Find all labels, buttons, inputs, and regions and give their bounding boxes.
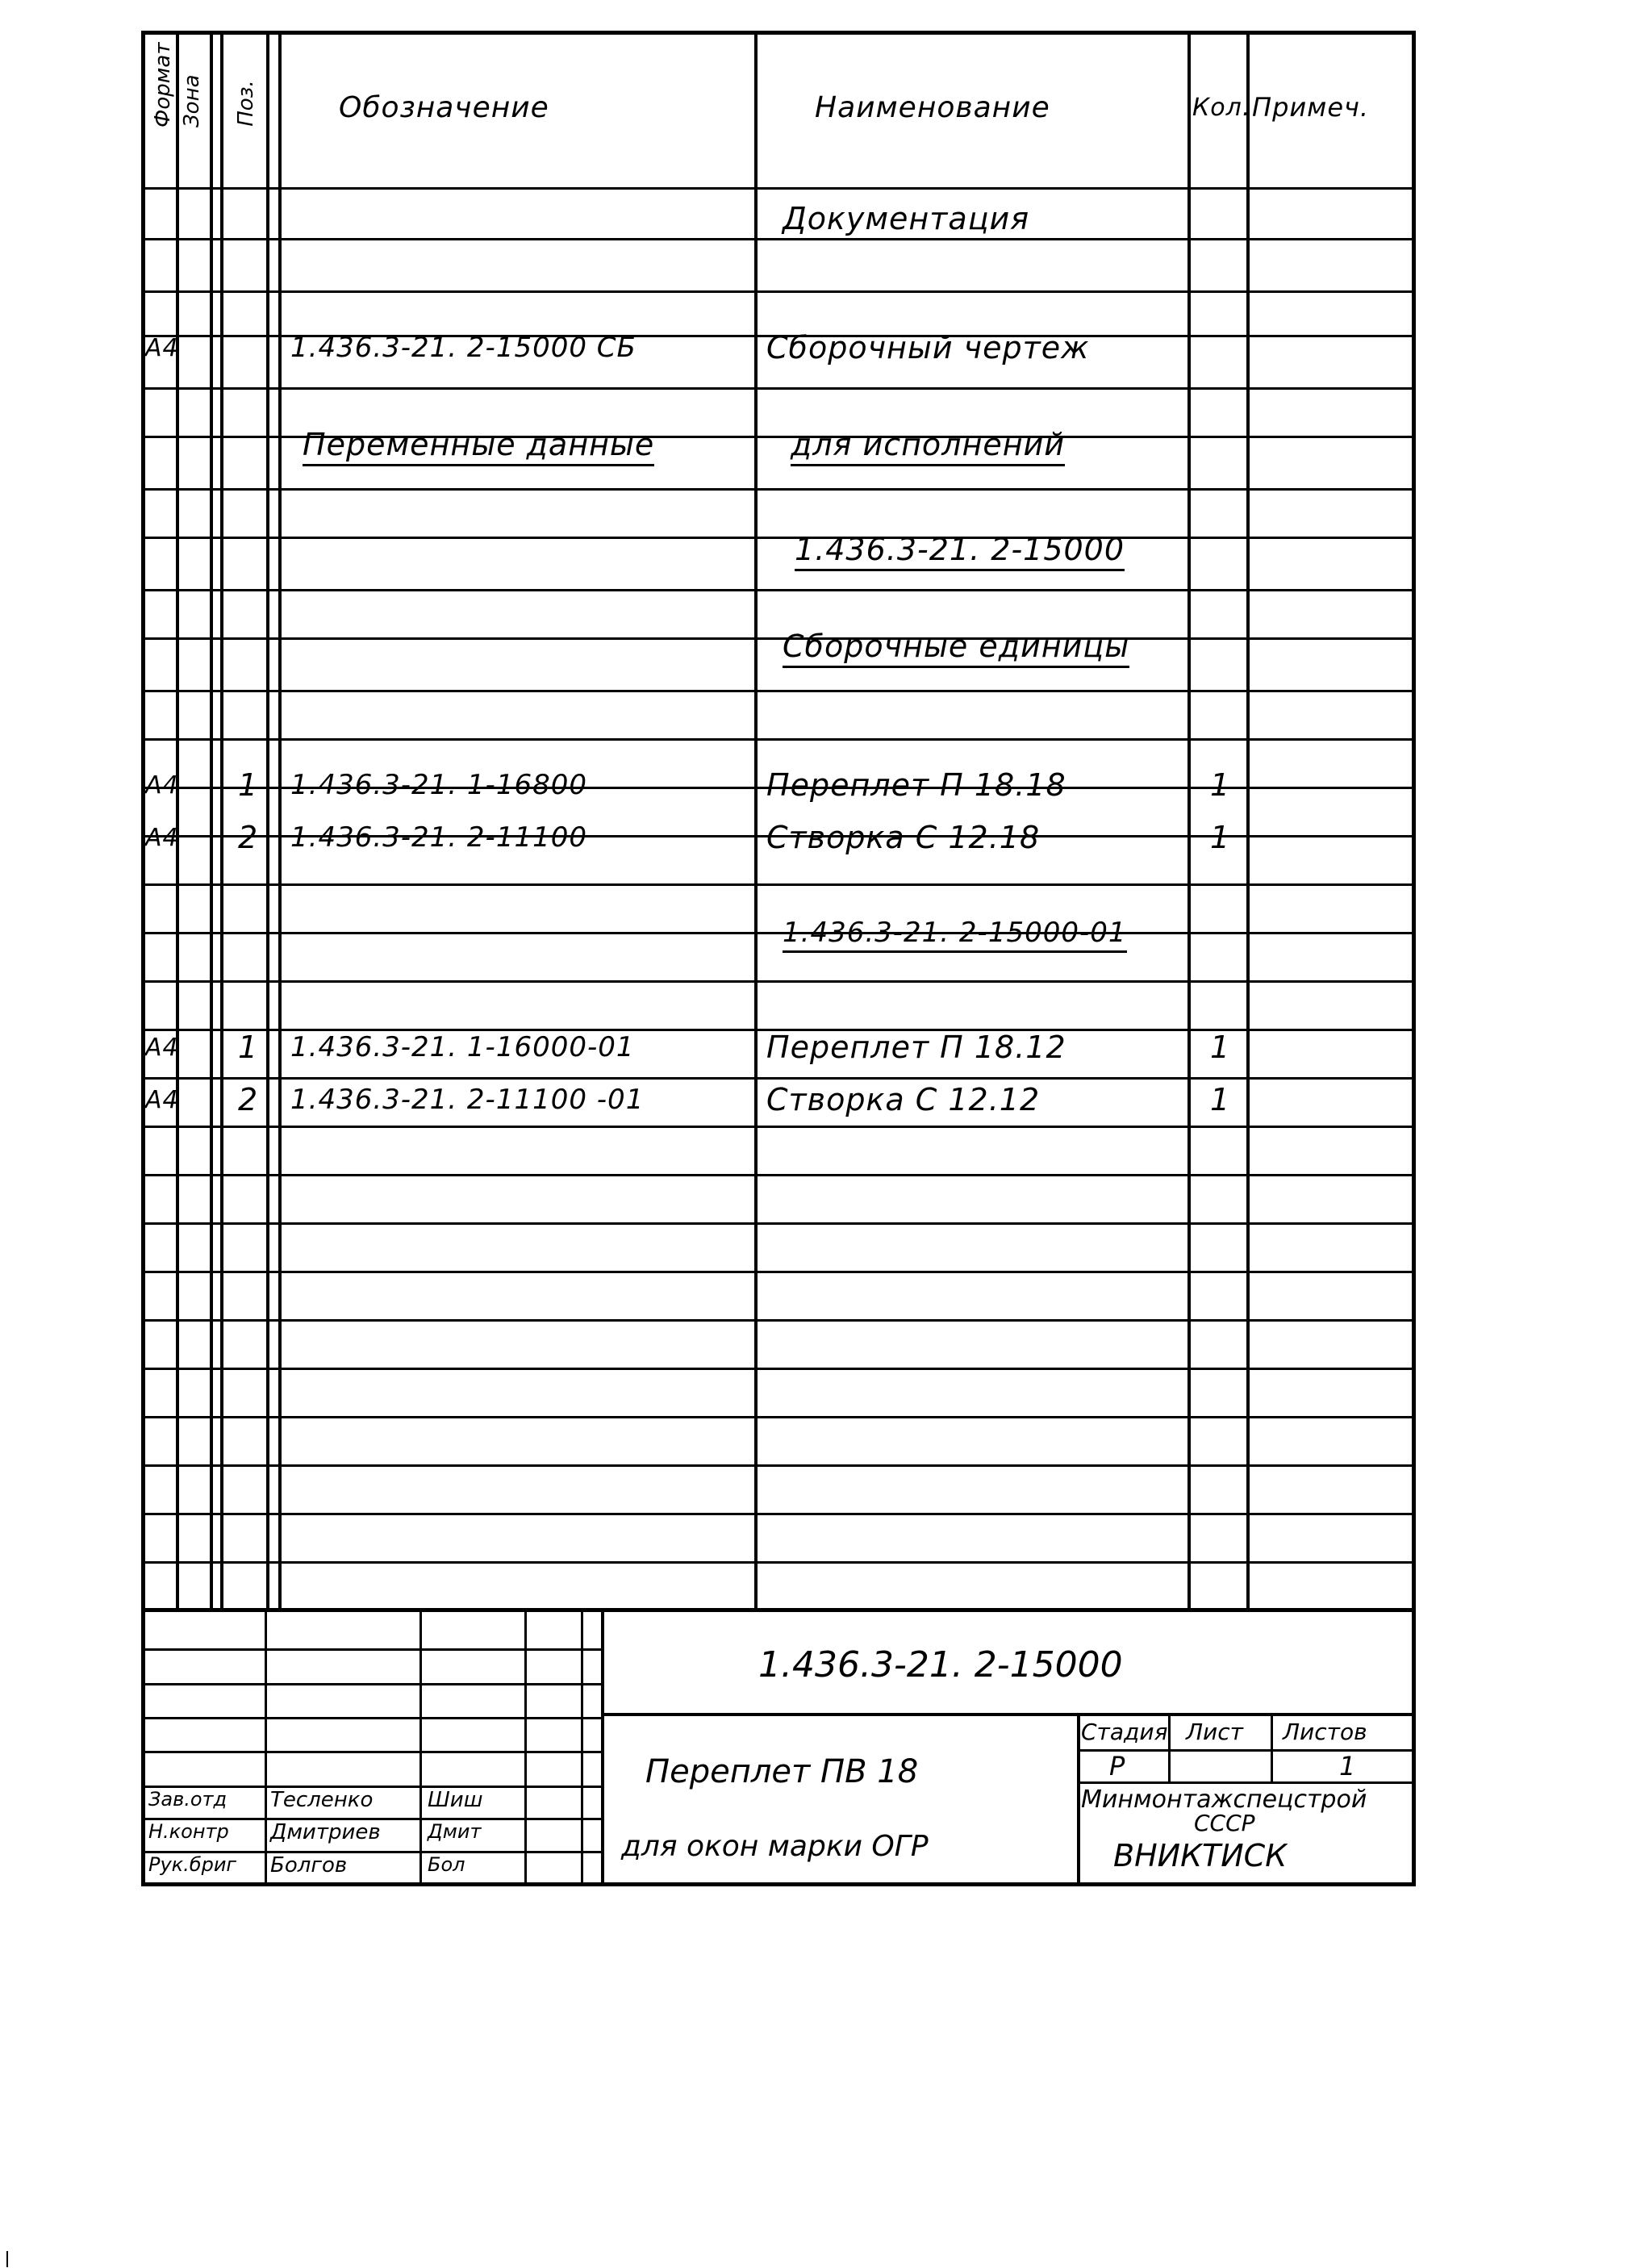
row-8-designation: 1.436.3-21. 1-16000-01 [290,1031,635,1063]
tb-org-line1: Минмонтажспецстрой [1081,1786,1367,1814]
row-9-format: А4 [145,1085,179,1114]
grid-row [145,1273,1412,1322]
tb-main-divider [601,1612,604,1886]
tb-org-line2: СССР [1194,1810,1255,1836]
row-2-name [791,418,1065,474]
tb-row-line [145,1648,601,1651]
grid-row [145,1370,1412,1418]
row-5-pos: 1 [238,767,259,803]
grid-row [145,591,1412,640]
grid-row [145,1176,1412,1225]
row-1-format: А4 [145,333,179,362]
row-0-name [783,196,1029,244]
header-qty: Кол. [1192,93,1251,122]
grid-row [145,1322,1412,1370]
header-zone: Зона [180,74,204,127]
tb-signer-1-role: Н.контр [148,1820,229,1843]
grid-row [145,886,1412,934]
row-9-designation: 1.436.3-21. 2-11100 -01 [290,1084,645,1116]
tb-col-line [265,1612,267,1886]
tb-org-line3: ВНИКТИСК [1113,1838,1288,1873]
row-4-name-text: Сборочные единицы [783,629,1129,668]
specification-table [141,31,1416,1612]
tb-signer-2-signature: Бол [428,1853,465,1876]
row-3-name-text: 1.436.3-21. 2-15000 [795,532,1125,571]
tb-signer-0-name: Тесленко [270,1788,374,1812]
grid-row [145,1467,1412,1515]
tb-sheet-col [1271,1713,1273,1781]
row-2-designation [303,418,654,474]
tb-signer-0-signature: Шиш [428,1788,483,1812]
tb-doc-line [601,1713,1416,1716]
header-pos: Поз. [234,80,258,127]
row-5-designation: 1.436.3-21. 1-16800 [290,769,587,801]
header-name: Наименование [815,90,1050,124]
row-6-qty: 1 [1210,820,1231,855]
row-5-name: Переплет П 18.18 [766,767,1066,803]
tb-sheets-value: 1 [1339,1751,1356,1781]
row-4-name [783,620,1129,676]
tb-col-line [581,1612,583,1886]
row-1-name: Сборочный чертеж [766,330,1090,365]
tb-right-divider [1077,1713,1080,1886]
grid-row [145,539,1412,591]
row-7-name-text: 1.436.3-21. 2-15000-01 [783,917,1127,953]
grid-row [145,934,1412,983]
row-9-pos: 2 [238,1082,259,1117]
tb-row-line [145,1751,601,1753]
row-9-name: Створка С 12.12 [766,1082,1041,1117]
row-8-pos: 1 [238,1030,259,1065]
tb-col-line [524,1612,527,1886]
row-6-pos: 2 [238,820,259,855]
tb-sheet-label: Лист [1186,1719,1243,1745]
tb-title-line1: Переплет ПВ 18 [645,1753,919,1790]
header-note: Примеч. [1252,92,1370,123]
tb-signer-2-name: Болгов [270,1853,348,1877]
grid-row [145,640,1412,692]
tb-stage-col [1168,1713,1171,1781]
grid-row [145,1225,1412,1273]
scan-edge-mark [6,2251,8,2267]
grid-row [145,240,1412,293]
tb-signer-2-role: Рук.бриг [148,1853,237,1876]
tb-signer-1-signature: Дмит [428,1820,482,1843]
row-6-designation: 1.436.3-21. 2-11100 [290,821,587,854]
tb-stage-label: Стадия [1081,1719,1168,1745]
row-3-name [795,523,1125,579]
row-8-name: Переплет П 18.12 [766,1030,1066,1065]
tb-stage-line-2 [1077,1781,1416,1784]
row-2-designation-text: Переменные данные [303,427,654,466]
row-5-qty: 1 [1210,767,1231,803]
tb-sheets-label: Листов [1283,1719,1367,1745]
tb-row-line [145,1717,601,1719]
row-6-name: Створка С 12.18 [766,820,1041,855]
tb-signer-1-name: Дмитриев [270,1820,381,1844]
row-5-format: А4 [145,771,179,800]
row-6-format: А4 [145,823,179,852]
tb-row-line [145,1683,601,1685]
row-9-qty: 1 [1210,1082,1231,1117]
grid-row [145,692,1412,741]
row-2-name-text: для исполнений [791,427,1065,466]
grid-row [145,491,1412,539]
row-8-qty: 1 [1210,1030,1231,1065]
row-7-name [783,906,1127,963]
row-0-name-text: Документация [783,201,1029,240]
grid-row [145,1418,1412,1467]
grid-row [145,190,1412,240]
grid-row [145,1515,1412,1564]
title-block [141,1612,1416,1886]
header-designation: Обозначение [339,90,549,124]
tb-doc-number: 1.436.3-21. 2-15000 [758,1644,1123,1685]
row-1-designation: 1.436.3-21. 2-15000 СБ [290,332,637,364]
tb-signer-0-role: Зав.отд [148,1788,227,1811]
row-8-format: А4 [145,1033,179,1062]
header-format: Формат [151,42,175,127]
grid-row [145,1128,1412,1176]
tb-stage-value: Р [1109,1751,1125,1781]
tb-stage-line [1077,1749,1416,1752]
tb-col-line [419,1612,422,1886]
tb-title-line2: для окон марки ОГР [621,1830,929,1863]
